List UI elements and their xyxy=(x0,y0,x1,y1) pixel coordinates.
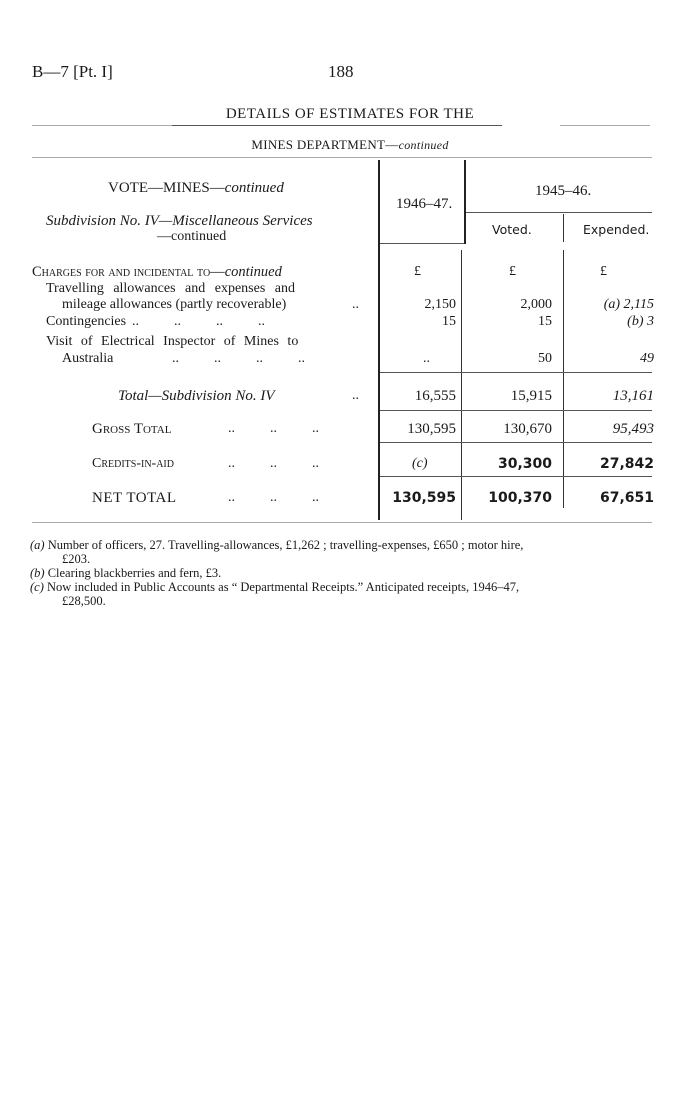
credits-voted: 30,300 xyxy=(497,456,552,472)
total-subdivision-expended: 13,161 xyxy=(612,388,654,404)
title-rule-left xyxy=(32,125,172,126)
net-total-label: NET TOTAL xyxy=(92,490,177,506)
footnote-c-text: Now included in Public Accounts as “ Departmental Receipts.” Anticipated receipts, 1946–47, xyxy=(43,580,520,594)
rule-below-subtotal xyxy=(380,410,652,411)
rule-voted-expended-header xyxy=(563,214,564,242)
title-rule xyxy=(172,125,502,126)
rule-below-credits xyxy=(380,476,652,477)
row-travelling-leader: .. xyxy=(352,297,359,312)
total-subdivision-leader: .. xyxy=(352,388,359,403)
col-header-voted: Voted. xyxy=(492,222,532,237)
total-subdivision-voted: 15,915 xyxy=(510,388,552,404)
gross-total-expended: 95,493 xyxy=(612,421,654,437)
page-title: DETAILS OF ESTIMATES FOR THE xyxy=(225,106,475,122)
row-visit-expended: 49 xyxy=(640,351,654,366)
subdivision-heading-cont: —continued xyxy=(157,229,227,244)
vote-heading-main: VOTE—MINES— xyxy=(108,180,225,196)
row-visit-1946: .. xyxy=(423,351,430,366)
rule-left-of-1946 xyxy=(378,160,380,520)
col-header-1946: 1946–47. xyxy=(396,196,453,212)
header-bottom-rule xyxy=(380,243,466,244)
footnote-a-cont: £203. xyxy=(62,552,91,566)
gross-total-1946: 130,595 xyxy=(407,421,456,437)
currency-voted: £ xyxy=(509,264,516,279)
footnote-b-text: Clearing blackberries and fern, £3. xyxy=(44,566,222,580)
row-contingencies-1946: 15 xyxy=(442,314,456,329)
subtitle-rule xyxy=(32,157,652,158)
footnote-a-marker: (a) xyxy=(30,538,45,552)
footnote-b-marker: (b) xyxy=(30,566,45,580)
title-rule-right xyxy=(560,125,650,126)
credits-leader: .. .. .. xyxy=(228,456,319,471)
gross-total-leader: .. .. .. xyxy=(228,421,319,436)
rule-above-subtotal xyxy=(380,372,652,373)
row-travelling-voted: 2,000 xyxy=(520,297,552,312)
row-contingencies-note: (b) xyxy=(627,314,644,329)
credits-label: Credits-in-aid xyxy=(92,456,174,471)
row-visit-leader: .. .. .. .. xyxy=(172,351,305,366)
footnote-c-cont: £28,500. xyxy=(62,594,106,608)
header-rule-1945 xyxy=(466,212,652,213)
row-travelling-expended xyxy=(566,297,654,313)
row-contingencies-expended xyxy=(566,314,654,330)
net-total-voted: 100,370 xyxy=(488,490,552,506)
row-travelling-label-1: Travelling allowances and expenses and xyxy=(46,281,295,296)
net-total-expended: 67,651 xyxy=(599,490,654,506)
footnote-c-marker: (c) xyxy=(30,580,44,594)
row-visit-label-2: Australia xyxy=(62,351,114,366)
subdivision-heading: Subdivision No. IV—Miscellaneous Services xyxy=(46,213,313,229)
currency-1946: £ xyxy=(414,264,421,279)
col-header-expended: Expended. xyxy=(583,222,650,237)
currency-expended: £ xyxy=(600,264,607,279)
row-visit-voted: 50 xyxy=(538,351,552,366)
vote-heading-continued: continued xyxy=(224,180,284,196)
net-total-leader: .. .. .. xyxy=(228,490,319,505)
subtitle-continued: continued xyxy=(398,138,449,152)
table-bottom-rule xyxy=(32,522,652,523)
row-travelling-note: (a) xyxy=(603,297,621,312)
rule-1946-voted xyxy=(461,250,462,520)
row-travelling-expended-value: 2,115 xyxy=(623,297,654,312)
row-contingencies-expended-value: 3 xyxy=(647,314,654,329)
rule-left-of-1945 xyxy=(464,160,466,244)
page-ref: B—7 [Pt. I] xyxy=(32,62,113,81)
section-heading-continued: continued xyxy=(224,264,282,280)
footnote-b xyxy=(30,566,221,580)
row-contingencies-leader: .. .. .. .. xyxy=(132,314,265,329)
row-contingencies-voted: 15 xyxy=(538,314,552,329)
vote-heading xyxy=(108,180,284,196)
row-contingencies-label: Contingencies xyxy=(46,314,127,329)
section-heading-main: Charges for and incidental to— xyxy=(32,264,225,280)
row-visit-label-1: Visit of Electrical Inspector of Mines to xyxy=(46,334,299,349)
rule-voted-expended xyxy=(563,250,564,508)
total-subdivision-1946: 16,555 xyxy=(414,388,456,404)
section-heading xyxy=(32,264,282,280)
subtitle-main: MINES DEPARTMENT— xyxy=(251,137,399,152)
page-number: 188 xyxy=(328,62,354,81)
total-subdivision-label: Total—Subdivision No. IV xyxy=(118,388,275,404)
rule-below-gross xyxy=(380,442,652,443)
footnote-a-text: Number of officers, 27. Travelling-allowances, £1,262 ; travelling-expenses, £650 ; motor hire, xyxy=(44,538,524,552)
gross-total-label: Gross Total xyxy=(92,421,172,437)
page-subtitle xyxy=(170,137,530,153)
footnote-a xyxy=(30,538,523,552)
row-travelling-1946: 2,150 xyxy=(424,297,456,312)
gross-total-voted: 130,670 xyxy=(503,421,552,437)
row-travelling-label-2: mileage allowances (partly recoverable) xyxy=(62,297,287,312)
net-total-1946: 130,595 xyxy=(392,490,456,506)
col-header-1945: 1945–46. xyxy=(535,183,592,199)
credits-1946: (c) xyxy=(412,456,428,471)
credits-expended: 27,842 xyxy=(599,456,654,472)
footnote-c xyxy=(30,580,519,594)
